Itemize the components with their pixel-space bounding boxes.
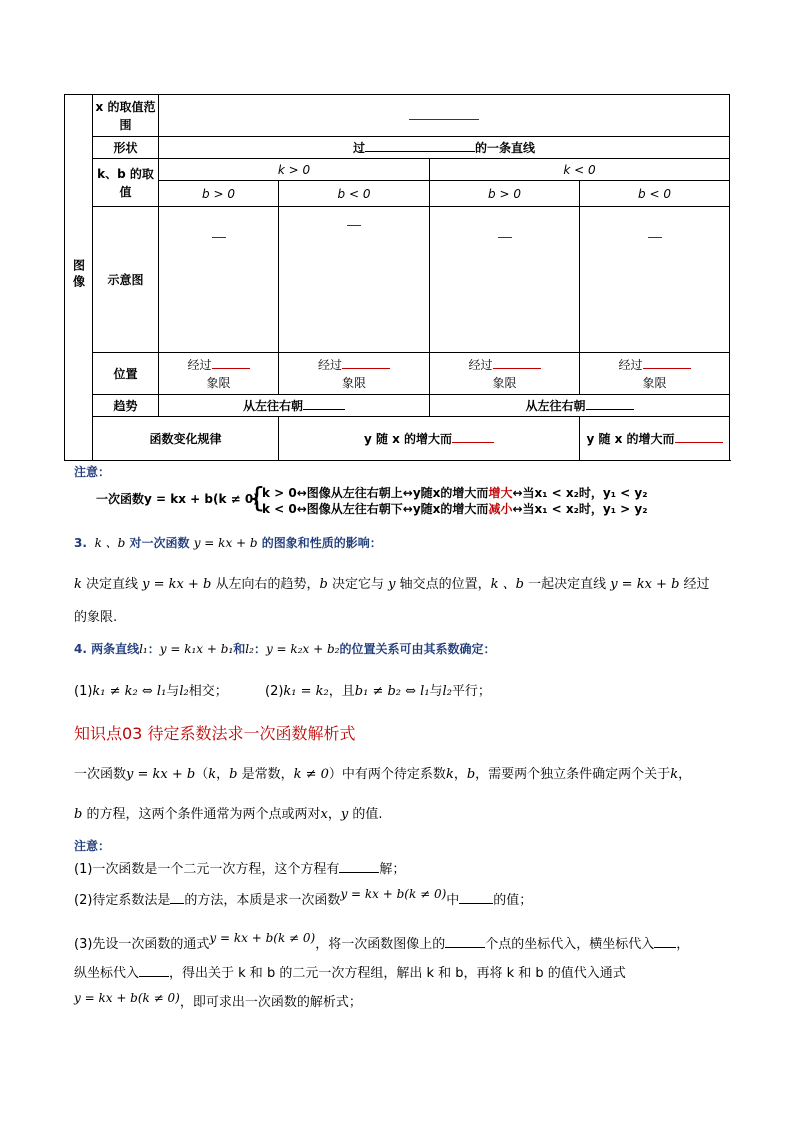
note2-item3-line2: 纵坐标代入 ，得出关于 k 和 b 的二元一次方程组，解出 k 和 b，再将 k 和 b 的值代入通式 — [74, 966, 626, 981]
note2-item3-line3: y = kx + b(k ≠ 0)，即可求出一次函数的解析式； — [74, 991, 362, 1010]
trend-label: 趋势 — [93, 395, 159, 417]
section4-item1: (1)k₁ ≠ k₂ ⇔ l₁与l₂相交； — [74, 684, 228, 699]
kp03-heading: 知识点03 待定系数法求一次函数解析式 — [74, 724, 356, 743]
position-cell-3: 经过 象限 — [430, 353, 580, 395]
change-label: 函数变化规律 — [93, 417, 279, 461]
diagram-label: 示意图 — [93, 207, 159, 353]
note2-item1: (1)一次函数是一个二元一次方程，这个方程有 解； — [74, 862, 406, 877]
shape-cell: 过 的一条直线 — [159, 137, 730, 159]
trend-cell-1: 从左往右朝 — [159, 395, 430, 417]
note1-label: 注意： — [74, 465, 111, 479]
section3-body-line2: 的象限. — [74, 610, 118, 625]
shape-label: 形状 — [93, 137, 159, 159]
trend-cell-2: 从左往右朝 — [430, 395, 730, 417]
change-cell-1: y 随 x 的增大而 — [279, 417, 580, 461]
b-col-3: b > 0 — [430, 181, 580, 207]
section3-title: 3. k 、b 对一次函数 y = kx + b 的图象和性质的影响： — [74, 536, 382, 550]
position-cell-4: 经过 象限 — [580, 353, 730, 395]
section4-title: 4. 两条直线l₁：y = k₁x + b₁和l₂：y = k₂x + b₂的位置关系可由其系数确定： — [74, 642, 496, 656]
k-pos-header: k > 0 — [159, 159, 430, 181]
b-col-2: b < 0 — [279, 181, 430, 207]
diagram-cell-1 — [159, 207, 279, 353]
range-cell — [159, 95, 730, 137]
image-label: 图像 — [65, 95, 93, 461]
b-col-4: b < 0 — [580, 181, 730, 207]
position-cell-1: 经过 象限 — [159, 353, 279, 395]
properties-table — [64, 94, 729, 460]
diagram-cell-2 — [279, 207, 430, 353]
kp03-line2: b 的方程，这两个条件通常为两个点或两对x，y 的值. — [74, 807, 383, 822]
position-cell-2: 经过 象限 — [279, 353, 430, 395]
k-neg-header: k < 0 — [430, 159, 730, 181]
range-label: x 的取值范围 — [93, 95, 159, 137]
section3-body-line1: k 决定直线 y = kx + b 从左向右的趋势，b 决定它与 y 轴交点的位置，k 、b 一起决定直线 y = kx + b 经过 — [74, 577, 710, 592]
section4-item2: (2)k₁ = k₂，且b₁ ≠ b₂ ⇔ l₁与l₂平行； — [265, 684, 491, 699]
note2-item3-line1: (3)先设一次函数的通式y = kx + b(k ≠ 0)，将一次函数图像上的 个点的坐标代入，横坐标代入 ， — [74, 931, 690, 952]
note2-item2: (2)待定系数法是 的方法，本质是求一次函数y = kx + b(k ≠ 0)中 的值； — [74, 887, 533, 908]
change-cell-2: y 随 x 的增大而 — [580, 417, 730, 461]
diagram-cell-4 — [580, 207, 730, 353]
kb-label: k、b 的取值 — [93, 159, 159, 207]
diagram-cell-3 — [430, 207, 580, 353]
position-label: 位置 — [93, 353, 159, 395]
kp03-line1: 一次函数y = kx + b（k，b 是常数，k ≠ 0）中有两个待定系数k，b，需要两个独立条件确定两个关于k， — [74, 767, 692, 782]
b-col-1: b > 0 — [159, 181, 279, 207]
note2-label: 注意： — [74, 839, 111, 853]
